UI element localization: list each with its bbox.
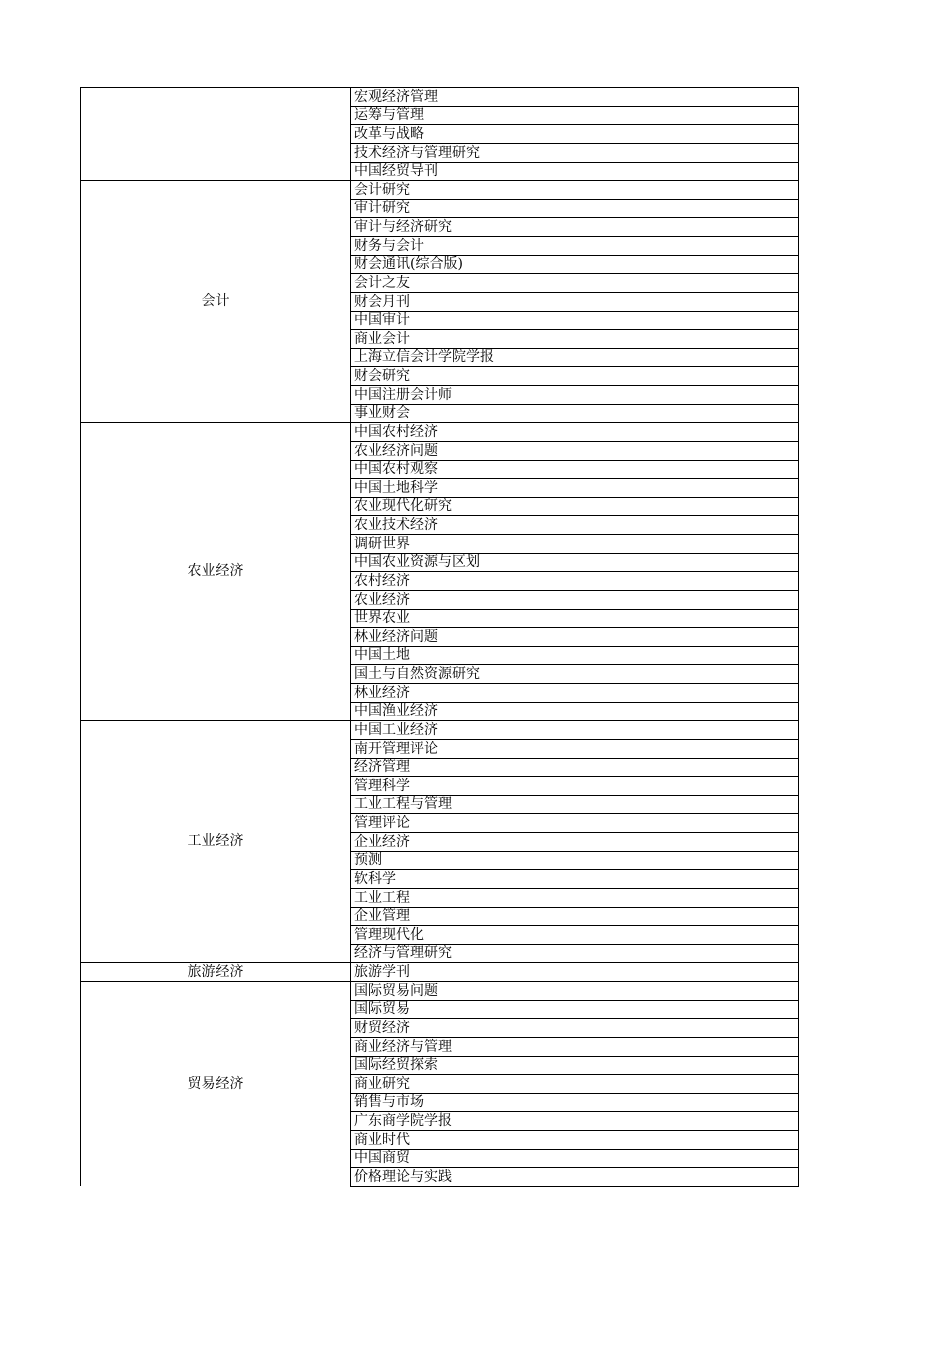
- journal-cell: 销售与市场: [351, 1093, 799, 1112]
- journal-cell: 企业管理: [351, 907, 799, 926]
- category-cell: 贸易经济: [81, 982, 351, 1187]
- journal-cell: 农业现代化研究: [351, 497, 799, 516]
- journal-cell: 上海立信会计学院学报: [351, 348, 799, 367]
- journal-cell: 商业经济与管理: [351, 1037, 799, 1056]
- journal-cell: 广东商学院学报: [351, 1112, 799, 1131]
- journal-cell: 预测: [351, 851, 799, 870]
- table-row: [81, 963, 799, 982]
- journal-cell: 商业时代: [351, 1131, 799, 1150]
- journal-cell: 世界农业: [351, 609, 799, 628]
- table-row: [81, 721, 799, 740]
- journal-cell: 商业研究: [351, 1075, 799, 1094]
- category-cell: [81, 88, 351, 181]
- journal-cell: 财会通讯(综合版): [351, 255, 799, 274]
- journal-cell: 中国渔业经济: [351, 702, 799, 721]
- journal-cell: 调研世界: [351, 535, 799, 554]
- journal-cell: 林业经济: [351, 684, 799, 703]
- table-row: [81, 423, 799, 442]
- journal-cell: 软科学: [351, 870, 799, 889]
- journal-cell: 价格理论与实践: [351, 1168, 799, 1187]
- journal-cell: 中国注册会计师: [351, 386, 799, 405]
- table-row: [81, 181, 799, 200]
- journal-cell: 管理科学: [351, 777, 799, 796]
- journal-cell: 审计研究: [351, 199, 799, 218]
- journal-cell: 财务与会计: [351, 237, 799, 256]
- journal-cell: 事业财会: [351, 404, 799, 423]
- category-cell: 工业经济: [81, 721, 351, 963]
- journal-cell: 农村经济: [351, 572, 799, 591]
- journal-cell: 中国经贸导刊: [351, 162, 799, 181]
- journal-category-table: [80, 87, 799, 1187]
- journal-cell: 企业经济: [351, 833, 799, 852]
- journal-cell: 国际贸易: [351, 1000, 799, 1019]
- journal-cell: 国土与自然资源研究: [351, 665, 799, 684]
- journal-cell: 中国土地: [351, 646, 799, 665]
- table-row: [81, 982, 799, 1001]
- journal-cell: 国际贸易问题: [351, 982, 799, 1001]
- journal-cell: 国际经贸探索: [351, 1056, 799, 1075]
- journal-cell: 会计研究: [351, 181, 799, 200]
- journal-cell: 林业经济问题: [351, 628, 799, 647]
- category-cell: 会计: [81, 181, 351, 423]
- category-cell: 农业经济: [81, 423, 351, 721]
- journal-cell: 财会研究: [351, 367, 799, 386]
- category-cell: 旅游经济: [81, 963, 351, 982]
- journal-cell: 旅游学刊: [351, 963, 799, 982]
- journal-cell: 管理现代化: [351, 926, 799, 945]
- journal-cell: 农业技术经济: [351, 516, 799, 535]
- journal-cell: 运筹与管理: [351, 106, 799, 125]
- journal-cell: 管理评论: [351, 814, 799, 833]
- journal-cell: 经济与管理研究: [351, 944, 799, 963]
- journal-cell: 宏观经济管理: [351, 88, 799, 107]
- journal-cell: 中国审计: [351, 311, 799, 330]
- journal-cell: 中国土地科学: [351, 479, 799, 498]
- journal-cell: 中国农业资源与区划: [351, 553, 799, 572]
- journal-cell: 会计之友: [351, 274, 799, 293]
- journal-cell: 审计与经济研究: [351, 218, 799, 237]
- journal-cell: 经济管理: [351, 758, 799, 777]
- journal-cell: 农业经济问题: [351, 441, 799, 460]
- table-row: [81, 88, 799, 107]
- journal-cell: 财会月刊: [351, 292, 799, 311]
- journal-cell: 中国农村观察: [351, 460, 799, 479]
- journal-cell: 南开管理评论: [351, 739, 799, 758]
- journal-cell: 农业经济: [351, 590, 799, 609]
- journal-cell: 财贸经济: [351, 1019, 799, 1038]
- journal-cell: 改革与战略: [351, 125, 799, 144]
- journal-cell: 中国商贸: [351, 1149, 799, 1168]
- journal-cell: 中国工业经济: [351, 721, 799, 740]
- journal-cell: 技术经济与管理研究: [351, 143, 799, 162]
- journal-cell: 中国农村经济: [351, 423, 799, 442]
- journal-cell: 工业工程: [351, 888, 799, 907]
- journal-cell: 商业会计: [351, 330, 799, 349]
- table-body: [81, 88, 799, 1187]
- journal-cell: 工业工程与管理: [351, 795, 799, 814]
